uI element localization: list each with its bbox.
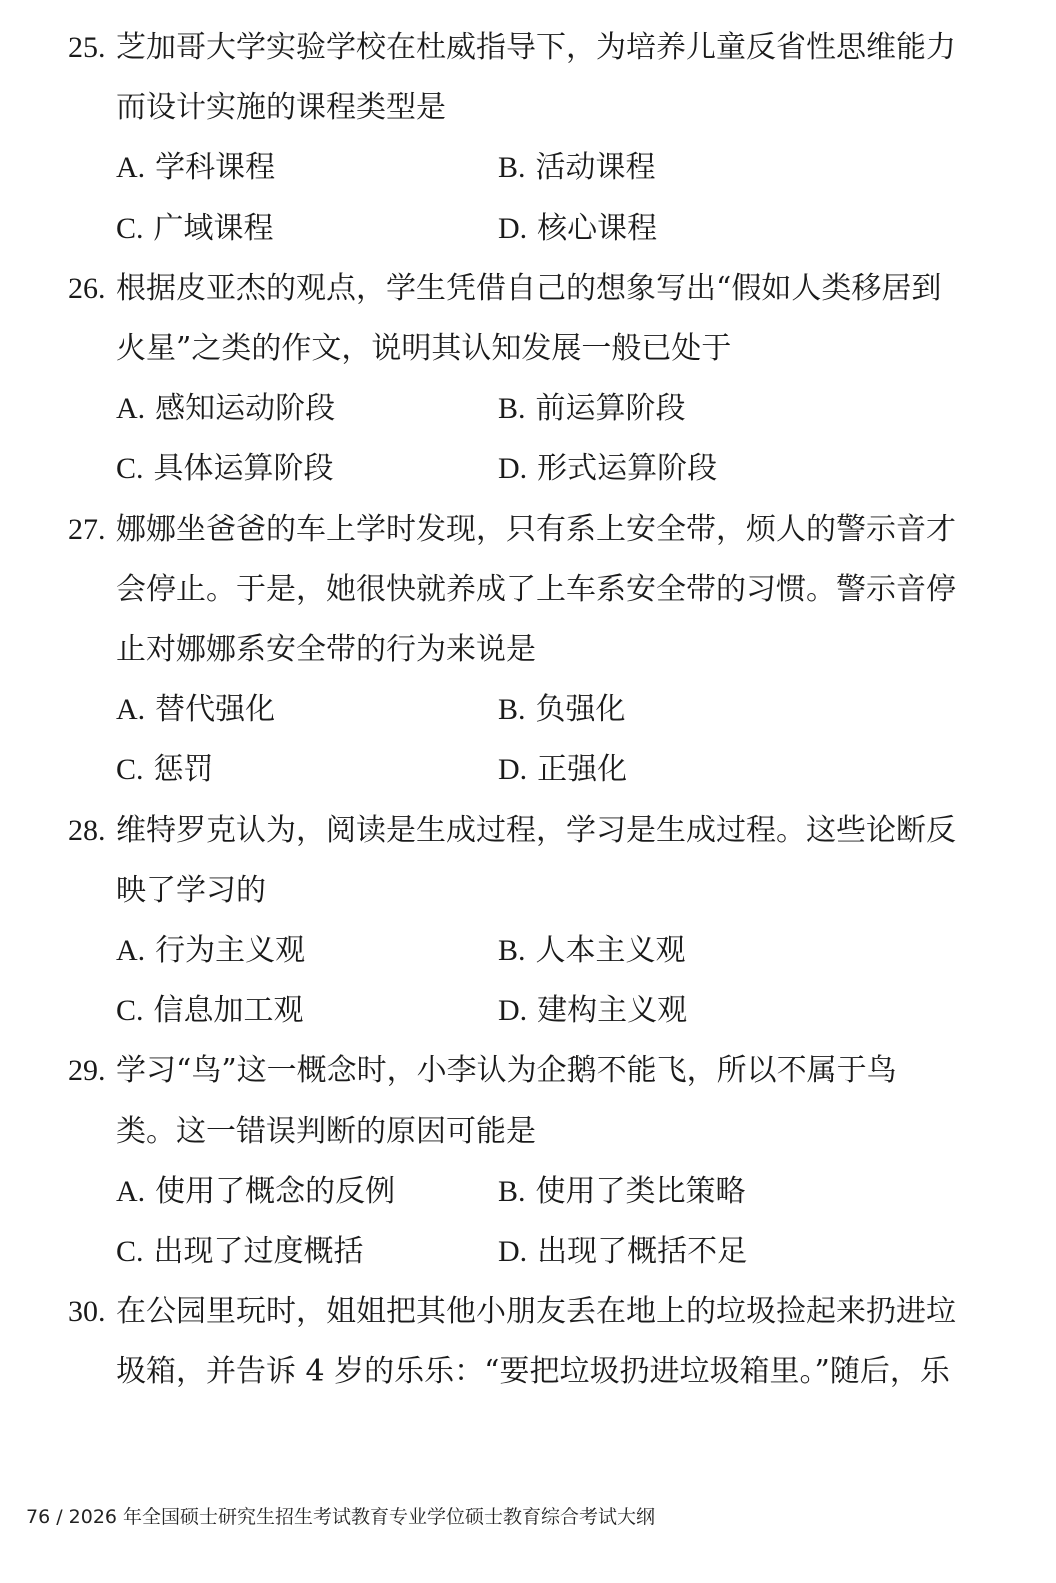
question-stem-text: 娜娜坐爸爸的车上学时发现，只有系上安全带，烦人的警示音才	[116, 511, 956, 547]
question-stem-text: 会停止。于是，她很快就养成了上车系安全带的习惯。警示音停	[116, 571, 956, 607]
option-letter: D.	[498, 452, 528, 486]
question-stem-text: 芝加哥大学实验学校在杜威指导下，为培养儿童反省性思维能力	[116, 30, 956, 65]
question-number: 28.	[68, 813, 106, 847]
option-text: 形式运算阶段	[537, 451, 718, 487]
option-text: 前运算阶段	[535, 391, 686, 427]
option-text: 使用了类比策略	[535, 1173, 746, 1209]
question-stem-line	[0, 500, 1056, 560]
option-letter: A.	[116, 693, 146, 727]
options-row	[0, 379, 1056, 439]
question-number: 27.	[68, 512, 106, 546]
options-row	[0, 740, 1056, 800]
option-letter: C.	[116, 452, 144, 486]
option-letter: C.	[116, 994, 144, 1028]
option-letter: A.	[116, 934, 146, 967]
option-letter: C.	[116, 1235, 144, 1268]
option-c	[116, 439, 334, 499]
option-text: 建构主义观	[537, 993, 688, 1029]
options-row	[0, 199, 1056, 259]
option-a	[116, 379, 335, 439]
option-text: 活动课程	[535, 150, 656, 186]
question-stem-line	[0, 1282, 1056, 1342]
options-row	[0, 1222, 1056, 1282]
question-stem-line	[0, 259, 1056, 319]
option-c	[116, 199, 274, 259]
question-stem-line	[0, 1041, 1056, 1101]
option-b	[498, 921, 686, 981]
question-stem-line	[0, 1342, 1056, 1402]
option-text: 惩罚	[153, 752, 214, 788]
question-stem-line	[0, 319, 1056, 379]
option-letter: D.	[498, 211, 528, 245]
option-text: 广域课程	[153, 210, 274, 246]
question-stem-line	[0, 620, 1056, 680]
option-a	[116, 1162, 395, 1222]
question-stem-text: 在公园里玩时，姐姐把其他小朋友丢在地上的垃圾捡起来扔进垃	[116, 1294, 956, 1330]
question-stem-line	[0, 1102, 1056, 1162]
question-stem-text: 圾箱，并告诉 4 岁的乐乐：“要把垃圾扔进垃圾箱里。”随后，乐	[116, 1354, 950, 1390]
option-text: 人本主义观	[535, 933, 686, 968]
option-letter: B.	[498, 693, 526, 727]
option-b	[498, 138, 656, 198]
option-text: 替代强化	[155, 692, 276, 728]
question-stem-text: 火星”之类的作文，说明其认知发展一般已处于	[116, 331, 732, 366]
question-stem-line	[0, 801, 1056, 861]
option-d	[498, 439, 717, 499]
option-text: 行为主义观	[155, 933, 306, 968]
question-number: 25.	[68, 31, 106, 64]
question-stem-line	[0, 861, 1056, 921]
options-row	[0, 981, 1056, 1041]
option-letter: A.	[116, 392, 146, 426]
question-stem-line	[0, 560, 1056, 620]
option-c	[116, 1222, 364, 1282]
option-letter: B.	[498, 1174, 526, 1208]
option-c	[116, 740, 214, 800]
option-text: 信息加工观	[153, 993, 304, 1029]
options-row	[0, 921, 1056, 981]
question-number: 26.	[68, 271, 106, 305]
option-letter: D.	[498, 1235, 528, 1268]
option-text: 出现了过度概括	[153, 1234, 364, 1269]
option-text: 学科课程	[155, 150, 276, 186]
option-letter: B.	[498, 392, 526, 426]
option-c	[116, 981, 304, 1041]
options-row	[0, 680, 1056, 740]
option-d	[498, 1222, 747, 1282]
option-text: 负强化	[535, 692, 626, 728]
options-row	[0, 138, 1056, 198]
option-letter: A.	[116, 151, 146, 185]
options-row	[0, 1162, 1056, 1222]
option-a	[116, 921, 305, 981]
page-footer: 76 / 2026 年全国硕士研究生招生考试教育专业学位硕士教育综合考试大纲	[26, 1506, 656, 1528]
question-stem-text: 止对娜娜系安全带的行为来说是	[116, 632, 536, 667]
options-row	[0, 439, 1056, 499]
option-b	[498, 379, 686, 439]
option-letter: B.	[498, 151, 526, 185]
question-stem-text: 映了学习的	[116, 872, 266, 908]
question-stem-line	[0, 78, 1056, 138]
question-stem-text: 根据皮亚杰的观点，学生凭借自己的想象写出“假如人类移居到	[116, 270, 942, 306]
option-text: 出现了概括不足	[537, 1234, 748, 1269]
option-d	[498, 981, 687, 1041]
option-d	[498, 740, 627, 800]
option-b	[498, 680, 626, 740]
option-letter: D.	[498, 994, 528, 1028]
question-stem-text: 类。这一错误判断的原因可能是	[116, 1113, 536, 1149]
question-stem-line	[0, 18, 1056, 78]
option-letter: C.	[116, 753, 144, 787]
option-a	[116, 138, 275, 198]
option-b	[498, 1162, 746, 1222]
option-text: 具体运算阶段	[153, 451, 334, 487]
option-letter: D.	[498, 753, 528, 787]
option-d	[498, 199, 657, 259]
question-stem-text: 维特罗克认为，阅读是生成过程，学习是生成过程。这些论断反	[116, 812, 956, 848]
option-text: 使用了概念的反例	[155, 1173, 396, 1209]
option-letter: B.	[498, 934, 526, 967]
option-letter: A.	[116, 1174, 146, 1208]
question-number: 29.	[68, 1054, 106, 1088]
option-a	[116, 680, 275, 740]
option-text: 正强化	[537, 752, 628, 788]
question-number: 30.	[68, 1295, 106, 1329]
option-text: 感知运动阶段	[155, 391, 336, 427]
option-letter: C.	[116, 211, 144, 245]
question-stem-text: 而设计实施的课程类型是	[116, 90, 446, 126]
question-stem-text: 学习“鸟”这一概念时，小李认为企鹅不能飞，所以不属于鸟	[116, 1053, 897, 1089]
option-text: 核心课程	[537, 210, 658, 246]
